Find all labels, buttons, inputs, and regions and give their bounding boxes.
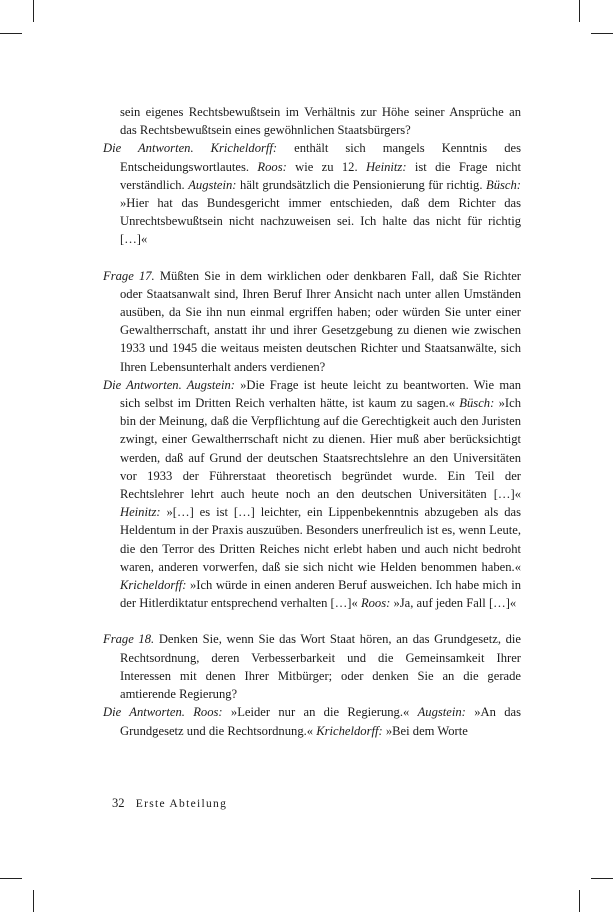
- text-run: sein eigenes Rechtsbewußtsein im Verhältnis zur Höhe seiner Ansprüche an das Rechtsbewußtsein eines gewöhnlichen Staatsbürgers?: [120, 105, 521, 138]
- italic-label: Die Antworten. Kricheldorff:: [103, 141, 278, 156]
- text-run: »Die Frage ist heute leicht zu beantworten. Wie man sich selbst im Dritten Reich verhalten hätte, ist kaum zu sagen.«: [120, 377, 521, 411]
- crop-mark-bottom-right-h: [591, 878, 613, 879]
- running-head: Erste Abteilung: [135, 798, 228, 810]
- italic-label: Frage 18.: [103, 632, 155, 647]
- page-footer: [112, 796, 227, 811]
- answer-paragraph: [103, 703, 521, 739]
- text-run: enthält sich mangels Kenntnis des Entscheidungswortlautes.: [120, 141, 521, 174]
- text-run: »Ich bin der Meinung, daß die Verpflichtung auf die Gerechtigkeit auch den Juristen zwingt, einer Gewaltherrschaft nicht zu dienen. Hier muß aber berücksichtigt werden, daß auf Grund der deutschen Staatsrechtslehre an den Universitäten vor 1933 der Führerstaat theoretisch begründet wurde. Ein Teil der Rechtslehrer lehrt auch heute noch an den deutschen Universitäten […]«: [120, 396, 521, 502]
- page-number: 32: [112, 796, 125, 810]
- answer-paragraph: [103, 376, 521, 613]
- italic-label: Heinitz:: [365, 159, 407, 174]
- text-run: »[…] es ist […] leichter, ein Lippenbekenntnis abzugeben als das Heldentum in der Praxis auszuüben. Besonders unerfreulich ist es, wenn Leute, die den Terror des Dritten Reiches nicht erlebt haben und auch nicht bedroht waren, anderen vorwerfen, daß sie sich nicht wie Helden benommen haben.«: [120, 505, 521, 574]
- crop-mark-top-right-h: [591, 33, 613, 34]
- italic-label: Augstein:: [417, 705, 466, 720]
- italic-label: Büsch:: [486, 177, 521, 192]
- question-paragraph: [103, 267, 521, 376]
- italic-label: Roos:: [360, 596, 391, 611]
- crop-mark-top-right: [579, 0, 580, 22]
- text-run: hält grundsätzlich die Pensionierung für richtig.: [236, 177, 487, 192]
- text-run: »Ich würde in einen anderen Beruf ausweichen. Ich habe mich in der Hitlerdiktatur entsprechend verhalten […]«: [120, 578, 521, 611]
- text-run: »Ja, auf jeden Fall […]«: [390, 596, 517, 611]
- crop-mark-bottom-left: [33, 890, 34, 912]
- italic-label: Augstein:: [188, 177, 237, 192]
- question-paragraph: [103, 630, 521, 703]
- italic-label: Die Antworten. Roos:: [103, 705, 223, 720]
- crop-mark-top-left-h: [0, 33, 22, 34]
- italic-label: Heinitz:: [120, 505, 161, 520]
- text-run: Müßten Sie in dem wirklichen oder denkbaren Fall, daß Sie Richter oder Staatsanwalt sind, Ihren Beruf Ihrer Ansicht nach unter allen Umständen ausüben, da Sie ihn nun einmal ergriffen haben; oder würden Sie unter einer Gewaltherrschaft, anstatt ihr und ihrer Gesetzgebung zu dienen wie zwischen 1933 und 1945 die weitaus meisten deutschen Richter und Staatsanwälte, sich Ihren Lebensunterhalt anders verdienen?: [120, 268, 521, 374]
- body-text: [103, 103, 521, 740]
- paragraph-gap: [103, 612, 521, 630]
- text-run: Denken Sie, wenn Sie das Wort Staat hören, an das Grundgesetz, die Rechtsordnung, deren Verbesserbarkeit und die Gemeinsamkeit Ihrer Interessen mit denen Ihrer Mitbürger; oder denken Sie an die gerade amtierende Regierung?: [120, 632, 522, 702]
- continued-paragraph: [103, 103, 521, 139]
- text-run: wie zu 12.: [286, 159, 366, 174]
- crop-mark-bottom-right: [579, 890, 580, 912]
- text-run: »Leider nur an die Regierung.«: [222, 705, 418, 720]
- italic-label: Roos:: [257, 159, 287, 174]
- crop-mark-top-left: [33, 0, 34, 22]
- italic-label: Frage 17.: [103, 268, 155, 283]
- text-run: ist die Frage nicht verständlich.: [120, 159, 522, 192]
- paragraph-gap: [103, 249, 521, 267]
- answer-paragraph: [103, 139, 521, 248]
- italic-label: Büsch:: [459, 396, 495, 411]
- text-run: »An das Grundgesetz und die Rechtsordnung.«: [120, 705, 521, 738]
- text-run: »Hier hat das Bundesgericht immer entschieden, daß dem Richter das Unrechtsbewußtsein nicht nachzuweisen sei. Ich halte das nicht für richtig […]«: [120, 196, 521, 247]
- text-run: »Bei dem Worte: [382, 723, 468, 738]
- italic-label: Kricheldorff:: [316, 723, 383, 738]
- italic-label: Kricheldorff:: [120, 578, 187, 593]
- crop-mark-bottom-left-h: [0, 878, 22, 879]
- italic-label: Die Antworten. Augstein:: [103, 377, 235, 392]
